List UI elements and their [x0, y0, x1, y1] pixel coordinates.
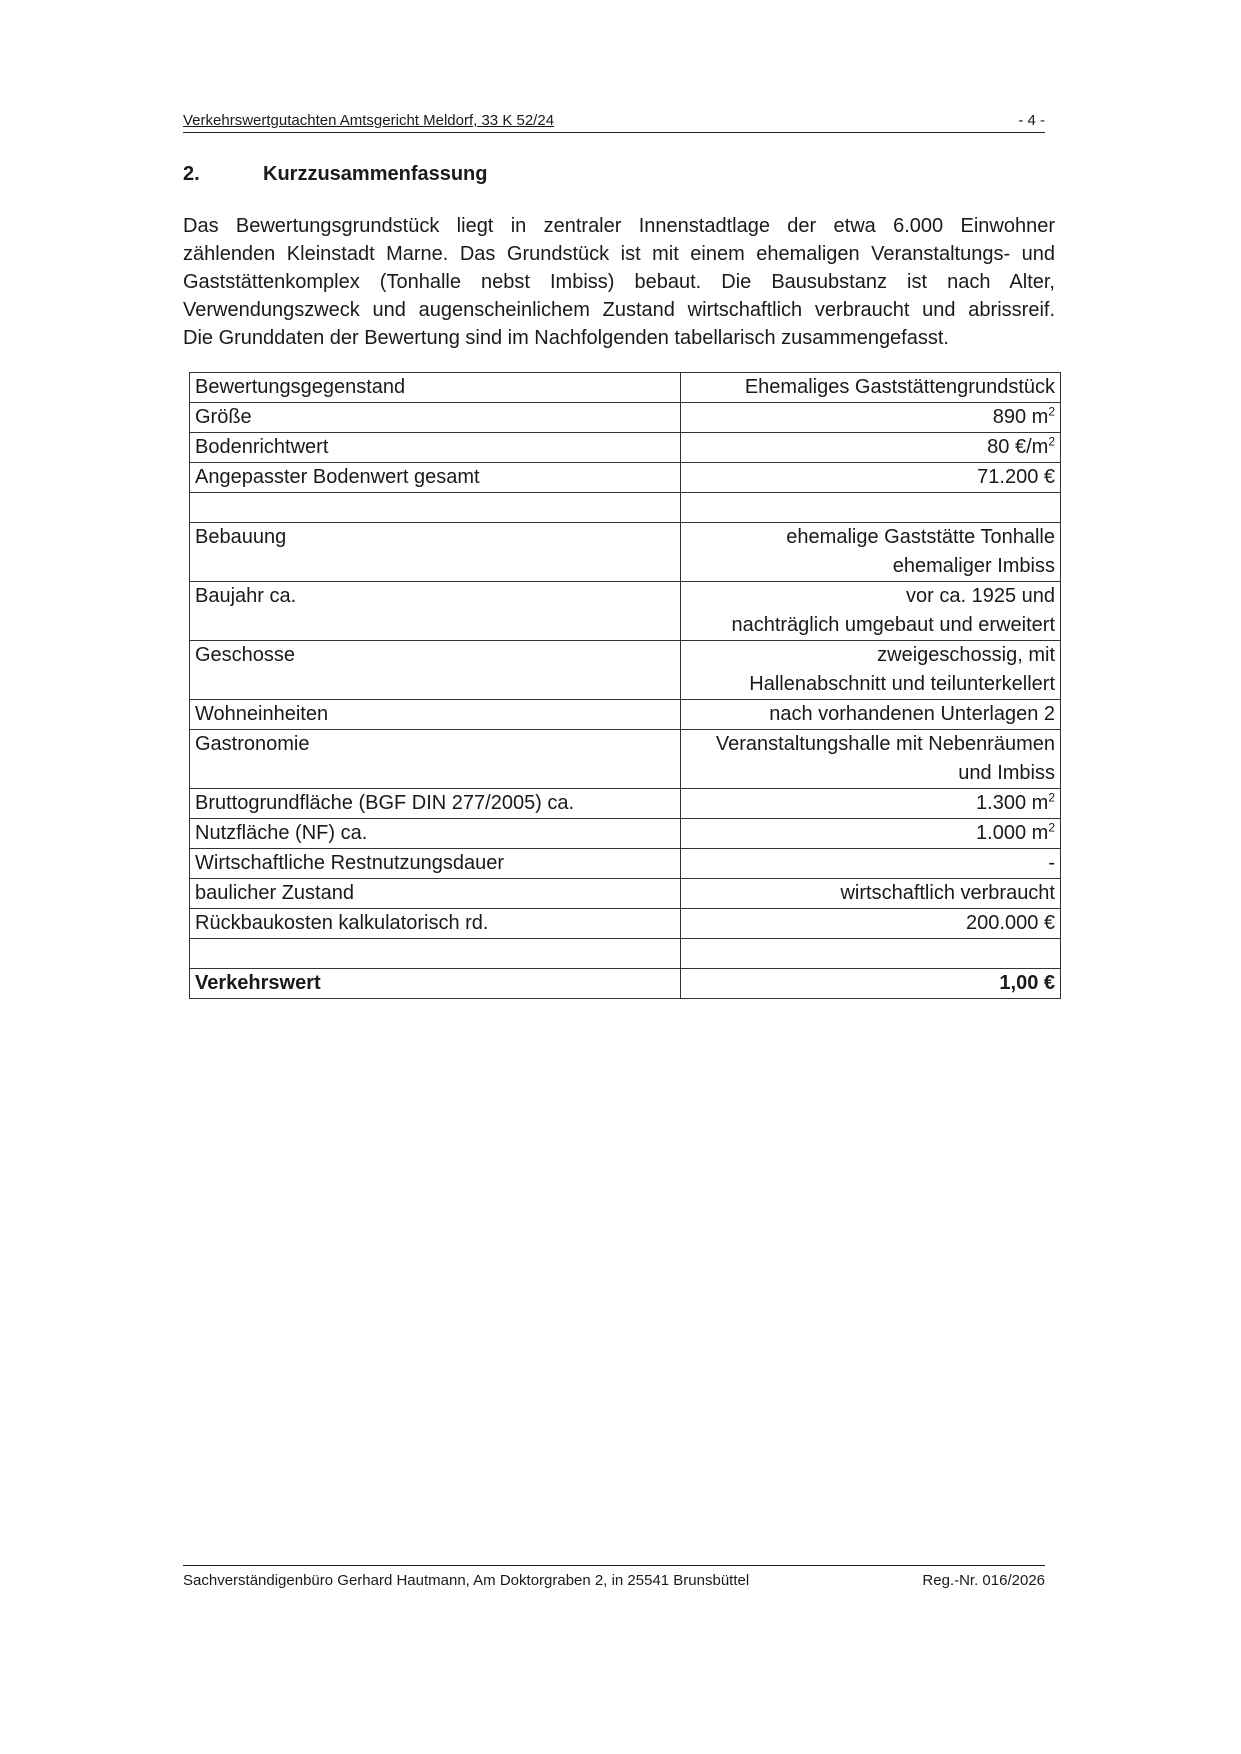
page-footer — [183, 1565, 1045, 1589]
table-row — [190, 909, 1061, 939]
row-value — [681, 641, 1061, 700]
row-label: Angepasster Bodenwert gesamt — [190, 463, 681, 493]
table-row — [190, 463, 1061, 493]
superscript: 2 — [1048, 790, 1055, 805]
summary-line: zählenden Kleinstadt Marne. Das Grundstück ist mit einem ehemaligen Veranstaltungs- und — [183, 243, 1055, 265]
empty-cell — [681, 493, 1061, 523]
section-number: 2. — [183, 163, 200, 185]
row-value — [681, 403, 1061, 433]
section-heading — [183, 163, 488, 186]
row-label: Verkehrswert — [190, 969, 681, 999]
row-label: Wirtschaftliche Restnutzungsdauer — [190, 849, 681, 879]
footer-office-address: Sachverständigenbüro Gerhard Hautmann, Am Doktorgraben 2, in 25541 Brunsbüttel — [183, 1572, 750, 1589]
superscript: 2 — [1048, 820, 1055, 835]
table-row — [190, 523, 1061, 582]
row-label: Wohneinheiten — [190, 700, 681, 730]
row-value — [681, 819, 1061, 849]
row-label: Bodenrichtwert — [190, 433, 681, 463]
section-title: Kurzzusammenfassung — [263, 163, 488, 185]
footer-registration-number: Reg.-Nr. 016/2026 — [922, 1572, 1045, 1589]
row-label: Baujahr ca. — [190, 582, 681, 641]
value-text: 80 €/m — [987, 436, 1049, 458]
row-label: Bebauung — [190, 523, 681, 582]
row-label: Größe — [190, 403, 681, 433]
row-value — [681, 789, 1061, 819]
empty-cell — [190, 939, 681, 969]
header-case-reference: Verkehrswertgutachten Amtsgericht Meldorf, 33 K 52/24 — [183, 112, 555, 129]
superscript: 2 — [1048, 404, 1055, 419]
row-value: - — [681, 849, 1061, 879]
table-row-total — [190, 969, 1061, 999]
row-label: Nutzfläche (NF) ca. — [190, 819, 681, 849]
row-label: Rückbaukosten kalkulatorisch rd. — [190, 909, 681, 939]
table-row — [190, 641, 1061, 700]
value-text: 1.300 m — [976, 792, 1049, 814]
summary-line: Verwendungszweck und augenscheinlichem Zustand wirtschaftlich verbraucht und abrissreif. — [183, 299, 1055, 321]
table-row — [190, 879, 1061, 909]
table-row — [190, 373, 1061, 403]
value-text: 890 m — [992, 406, 1049, 428]
row-label: Bewertungsgegenstand — [190, 373, 681, 403]
row-label: Gastronomie — [190, 730, 681, 789]
table-row — [190, 849, 1061, 879]
row-label: Bruttogrundfläche (BGF DIN 277/2005) ca. — [190, 789, 681, 819]
value-text: 1.000 m — [976, 822, 1049, 844]
empty-cell — [681, 939, 1061, 969]
summary-line: Die Grunddaten der Bewertung sind im Nachfolgenden tabellarisch zusammengefasst. — [183, 327, 949, 349]
row-value: nach vorhandenen Unterlagen 2 — [681, 700, 1061, 730]
row-value: wirtschaftlich verbraucht — [681, 879, 1061, 909]
value-line: Veranstaltungshalle mit Nebenräumen — [715, 733, 1055, 755]
row-value: Ehemaliges Gaststättengrundstück — [681, 373, 1061, 403]
row-label: Geschosse — [190, 641, 681, 700]
table-row — [190, 730, 1061, 789]
empty-cell — [190, 493, 681, 523]
value-line: und Imbiss — [958, 762, 1055, 784]
table-row — [190, 582, 1061, 641]
table-row — [190, 789, 1061, 819]
row-value — [681, 582, 1061, 641]
table-row — [190, 700, 1061, 730]
row-value — [681, 523, 1061, 582]
row-value — [681, 433, 1061, 463]
row-label: baulicher Zustand — [190, 879, 681, 909]
table-row — [190, 819, 1061, 849]
summary-line: Gaststättenkomplex (Tonhalle nebst Imbiss) bebaut. Die Bausubstanz ist nach Alter, — [183, 271, 1055, 293]
table-row — [190, 433, 1061, 463]
summary-line: Das Bewertungsgrundstück liegt in zentraler Innenstadtlage der etwa 6.000 Einwohner — [183, 215, 1055, 237]
valuation-summary-table — [189, 372, 1061, 999]
row-value: 200.000 € — [681, 909, 1061, 939]
value-line: zweigeschossig, mit — [877, 644, 1055, 666]
value-line: ehemaliger Imbiss — [892, 555, 1055, 577]
table-spacer-row — [190, 939, 1061, 969]
summary-paragraph — [183, 212, 1055, 352]
row-value: 71.200 € — [681, 463, 1061, 493]
superscript: 2 — [1048, 434, 1055, 449]
table-spacer-row — [190, 493, 1061, 523]
page-header — [183, 110, 1045, 133]
row-value: 1,00 € — [681, 969, 1061, 999]
value-line: Hallenabschnitt und teilunterkellert — [749, 673, 1055, 695]
table-row — [190, 403, 1061, 433]
value-line: nachträglich umgebaut und erweitert — [731, 614, 1055, 636]
value-line: ehemalige Gaststätte Tonhalle — [786, 526, 1055, 548]
value-line: vor ca. 1925 und — [906, 585, 1055, 607]
row-value — [681, 730, 1061, 789]
page-number: - 4 - — [1018, 112, 1045, 129]
